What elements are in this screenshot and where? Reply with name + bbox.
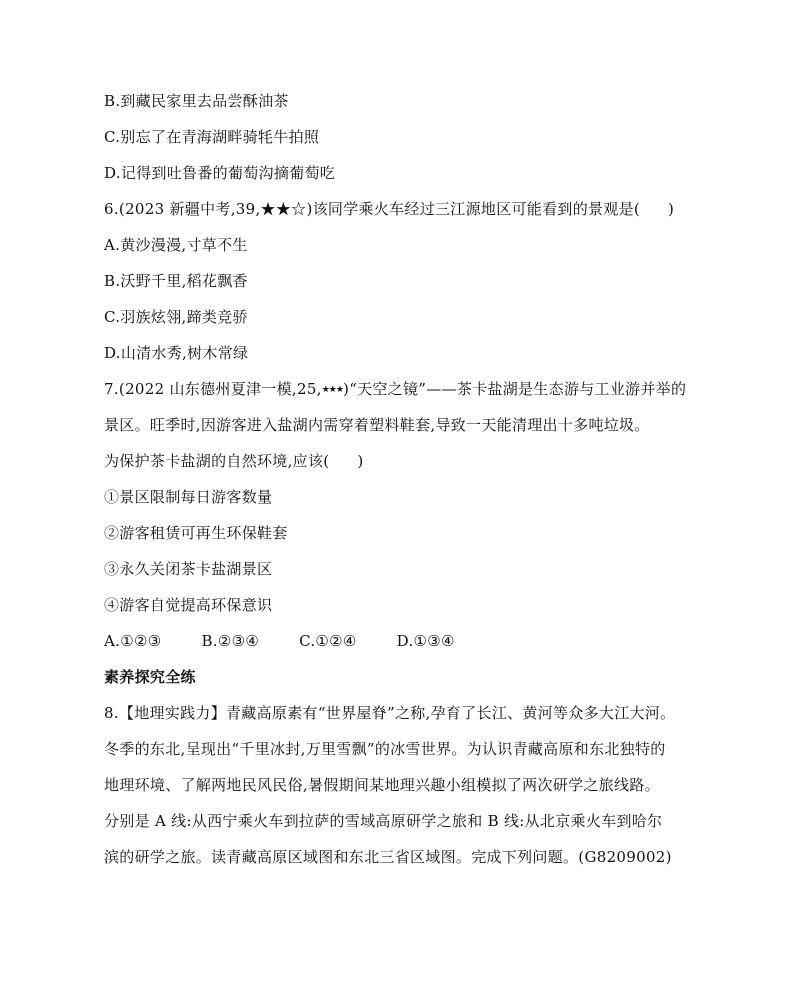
q7-item-3: ③永久关闭茶卡盐湖景区 xyxy=(104,560,273,578)
q7-stem-line-1 xyxy=(104,379,686,400)
q7-item-4: ④游客自觉提高环保意识 xyxy=(104,596,273,614)
q8-line-3: 地理环境、了解两地民风民俗,暑假期间某地理兴趣小组模拟了两次研学之旅线路。 xyxy=(104,776,660,794)
q7-options xyxy=(104,631,495,651)
q6-close-paren: ) xyxy=(668,200,675,218)
q5-option-d: D.记得到吐鲁番的葡萄沟摘葡萄吃 xyxy=(104,164,336,182)
q7-close-paren: ) xyxy=(357,452,364,470)
q7-option-a: A.①②③ xyxy=(104,632,162,650)
q6-option-a: A.黄沙漫漫,寸草不生 xyxy=(104,236,248,254)
q6-option-b: B.沃野千里,稻花飘香 xyxy=(104,272,248,290)
q6-option-c: C.羽族炫翎,蹄类竞骄 xyxy=(104,308,248,326)
q8-line-5: 滨的研学之旅。读青藏高原区域图和东北三省区域图。完成下列问题。(G8209002) xyxy=(104,848,672,866)
q7-question-part-3: 为保护茶卡盐湖的自然环境,应该( xyxy=(104,452,330,470)
q6-question: )该同学乘火车经过三江源地区可能看到的景观是( xyxy=(306,200,641,218)
q8-line-4: 分别是 A 线:从西宁乘火车到拉萨的雪域高原研学之旅和 B 线:从北京乘火车到哈尔 xyxy=(104,812,663,830)
q7-item-2: ②游客租赁可再生环保鞋套 xyxy=(104,524,288,542)
q7-question-part-1: )“天空之镜”——茶卡盐湖是生态游与工业游并举的 xyxy=(342,380,687,398)
q7-item-1: ①景区限制每日游客数量 xyxy=(104,488,273,506)
q7-prefix: 7.(2022 山东德州夏津一模,25, xyxy=(104,380,322,398)
q7-option-d: D.①③④ xyxy=(396,632,455,650)
q8-line-2: 冬季的东北,呈现出“千里冰封,万里雪飘”的冰雪世界。为认识青藏高原和东北独特的 xyxy=(104,740,666,758)
q7-stem-line-2: 景区。旺季时,因游客进入盐湖内需穿着塑料鞋套,导致一天能清理出十多吨垃圾。 xyxy=(104,416,650,434)
q6-prefix: 6.(2023 新疆中考,39, xyxy=(104,200,261,218)
q6-stem xyxy=(104,199,674,219)
q7-option-b: B.②③④ xyxy=(201,632,260,650)
q8-line-1: 8.【地理实践力】青藏高原素有“世界屋脊”之称,孕育了长江、黄河等众多大江大河。 xyxy=(104,704,676,722)
difficulty-stars: ★★☆ xyxy=(260,200,307,218)
q6-option-d: D.山清水秀,树木常绿 xyxy=(104,344,249,362)
difficulty-stars: ★★★ xyxy=(321,385,343,395)
q7-option-c: C.①②④ xyxy=(299,632,357,650)
q5-option-b: B.到藏民家里去品尝酥油茶 xyxy=(104,92,289,110)
q5-option-c: C.别忘了在青海湖畔骑牦牛拍照 xyxy=(104,128,320,146)
section-heading: 素养探究全练 xyxy=(104,668,196,686)
q7-stem-line-3 xyxy=(104,451,364,471)
